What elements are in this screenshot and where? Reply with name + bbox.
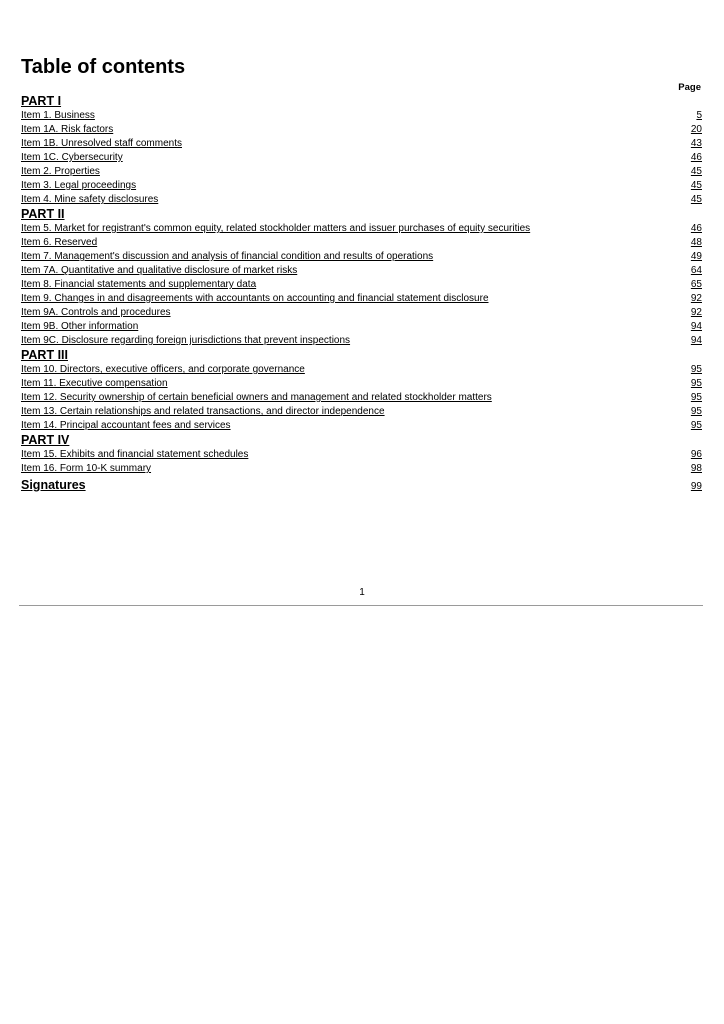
toc-row (21, 363, 702, 377)
toc-item-link[interactable]: Item 5. Market for registrant's common equity, related stockholder matters and issuer purchases of equity securities (21, 223, 531, 234)
toc-row (21, 334, 702, 348)
signatures-row (21, 476, 702, 494)
toc-page-link[interactable]: 65 (690, 279, 702, 290)
toc-row (21, 264, 702, 278)
toc-page-link[interactable]: 95 (690, 364, 702, 375)
toc-item-link[interactable]: Item 8. Financial statements and supplementary data (21, 279, 257, 290)
toc-page-link[interactable]: 48 (690, 237, 702, 248)
toc-row (21, 236, 702, 250)
toc-page-link[interactable]: 95 (690, 378, 702, 389)
toc-item-link[interactable]: Item 7A. Quantitative and qualitative disclosure of market risks (21, 265, 298, 276)
toc-item-link[interactable]: Item 7. Management's discussion and analysis of financial condition and results of operations (21, 251, 434, 262)
toc-row (21, 391, 702, 405)
toc-row (21, 462, 702, 476)
toc-row (21, 165, 702, 179)
document-title: Table of contents (21, 56, 186, 78)
toc-row (21, 179, 702, 193)
part-4-heading[interactable]: PART IV (21, 433, 70, 447)
toc-row (21, 151, 702, 165)
toc-item-link[interactable]: Item 9A. Controls and procedures (21, 307, 171, 318)
toc-item-link[interactable]: Item 10. Directors, executive officers, and corporate governance (21, 364, 305, 375)
toc-item-link[interactable]: Item 13. Certain relationships and related transactions, and director independence (21, 406, 385, 417)
toc-item-link[interactable]: Item 4. Mine safety disclosures (21, 194, 159, 205)
toc-page-link[interactable]: 43 (690, 138, 702, 149)
toc-item-link[interactable]: Item 1B. Unresolved staff comments (21, 138, 182, 149)
toc-page-link[interactable]: 46 (690, 223, 702, 234)
part-3-heading[interactable]: PART III (21, 348, 68, 362)
toc-item-link[interactable]: Item 9B. Other information (21, 321, 139, 332)
toc-item-link[interactable]: Item 9C. Disclosure regarding foreign jurisdictions that prevent inspections (21, 335, 351, 346)
part-2-heading[interactable]: PART II (21, 207, 65, 221)
toc-item-link[interactable]: Item 3. Legal proceedings (21, 180, 137, 191)
toc-row (21, 292, 702, 306)
toc-page-link[interactable]: 45 (690, 194, 702, 205)
toc-item-link[interactable]: Item 9. Changes in and disagreements with accountants on accounting and financial statement disclosure (21, 293, 489, 304)
toc-page-link[interactable]: 95 (690, 406, 702, 417)
toc-page-link[interactable]: 95 (690, 420, 702, 431)
toc-page-link[interactable]: 92 (690, 307, 702, 318)
signatures-link[interactable]: Signatures (21, 478, 86, 492)
toc-row (21, 405, 702, 419)
toc-page-link[interactable]: 95 (690, 392, 702, 403)
toc-page-link[interactable]: 96 (690, 449, 702, 460)
part-1-heading[interactable]: PART I (21, 94, 62, 108)
toc-row (21, 193, 702, 207)
toc-row (21, 109, 702, 123)
toc-page-link[interactable]: 45 (690, 180, 702, 191)
toc-item-link[interactable]: Item 1C. Cybersecurity (21, 152, 123, 163)
toc-item-link[interactable]: Item 11. Executive compensation (21, 378, 168, 389)
toc-row (21, 123, 702, 137)
toc-item-link[interactable]: Item 1. Business (21, 110, 95, 121)
toc-item-link[interactable]: Item 15. Exhibits and financial statement schedules (21, 449, 249, 460)
toc-row (21, 222, 702, 236)
toc-page-link[interactable]: 98 (690, 463, 702, 474)
toc-row (21, 320, 702, 334)
toc-row (21, 137, 702, 151)
toc-row (21, 448, 702, 462)
toc-page-link[interactable]: 45 (690, 166, 702, 177)
toc-row (21, 250, 702, 264)
toc-page-link[interactable]: 46 (690, 152, 702, 163)
toc-page-link[interactable]: 94 (690, 321, 702, 332)
page-number: 1 (359, 587, 365, 598)
toc-page-link[interactable]: 92 (690, 293, 702, 304)
toc-row (21, 419, 702, 433)
toc-row (21, 306, 702, 320)
toc-item-link[interactable]: Item 12. Security ownership of certain beneficial owners and management and related stockholder matters (21, 392, 492, 403)
toc-page-link[interactable]: 64 (690, 265, 702, 276)
toc-page-link[interactable]: 20 (690, 124, 702, 135)
toc-page-link[interactable]: 94 (690, 335, 702, 346)
signatures-page-link[interactable]: 99 (690, 481, 702, 492)
toc-page-link[interactable]: 49 (690, 251, 702, 262)
toc-item-link[interactable]: Item 16. Form 10-K summary (21, 463, 152, 474)
toc-row (21, 377, 702, 391)
toc-item-link[interactable]: Item 6. Reserved (21, 237, 98, 248)
toc-item-link[interactable]: Item 14. Principal accountant fees and services (21, 420, 231, 431)
toc-page-link[interactable]: 5 (696, 110, 702, 121)
page-column-header: Page (678, 82, 701, 93)
toc-row (21, 278, 702, 292)
toc-item-link[interactable]: Item 1A. Risk factors (21, 124, 114, 135)
toc-item-link[interactable]: Item 2. Properties (21, 166, 100, 177)
page-divider (19, 605, 703, 606)
table-of-contents (21, 94, 702, 494)
